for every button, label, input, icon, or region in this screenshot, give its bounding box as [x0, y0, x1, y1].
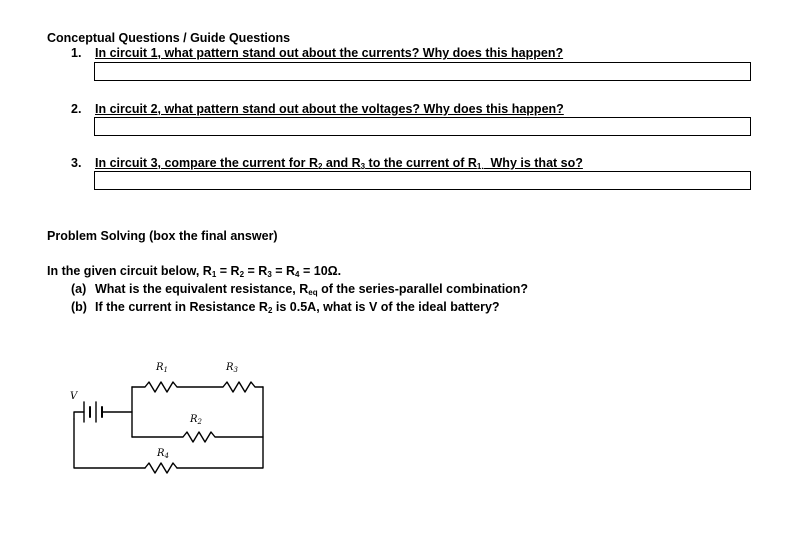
- part-b-sub: 2: [267, 306, 273, 315]
- given-part: = 10Ω.: [299, 264, 342, 278]
- part-b-pre: If the current in Resistance R: [95, 300, 268, 314]
- q3-part: Why is that so?: [483, 156, 583, 170]
- q3-sub: 1.: [476, 162, 484, 171]
- r2-label: [189, 414, 203, 426]
- r1-sub: 1: [163, 366, 168, 374]
- r2-branch: [132, 432, 263, 442]
- r4-label: [156, 448, 169, 460]
- question-3-text: [95, 156, 583, 170]
- part-b-text: [95, 300, 500, 314]
- answer-box-3[interactable]: [94, 171, 751, 190]
- part-a-sub: eq: [308, 288, 318, 297]
- given-sub: 3: [267, 270, 272, 279]
- battery-label: V: [70, 391, 78, 402]
- r4-name: R: [157, 448, 165, 459]
- given-part: In the given circuit below, R: [47, 264, 212, 278]
- r1-name: R: [156, 362, 164, 373]
- problem-heading: Problem Solving (box the final answer): [47, 229, 278, 243]
- circuit-diagram: [60, 352, 280, 482]
- r1-r3-branch: [132, 382, 263, 392]
- answer-box-2[interactable]: [94, 117, 751, 136]
- r4-sub: 4: [164, 452, 169, 460]
- r2-name: R: [190, 414, 198, 425]
- given-sub: 4: [295, 270, 300, 279]
- part-a-label: (a): [71, 282, 87, 296]
- question-2-text: In circuit 2, what pattern stand out about the voltages? Why does this happen?: [95, 102, 564, 116]
- question-number: 3.: [71, 156, 82, 170]
- right-wire: [177, 387, 263, 468]
- given-part: = R: [216, 264, 240, 278]
- q3-part: to the current of R: [365, 156, 477, 170]
- given-part: = R: [244, 264, 268, 278]
- given-sub: 1: [211, 270, 217, 279]
- part-a-pre: What is the equivalent resistance, R: [95, 282, 309, 296]
- r4-resistor: [145, 463, 177, 473]
- battery-lead-left: [74, 412, 84, 419]
- q3-part: In circuit 3, compare the current for R: [95, 156, 318, 170]
- r3-sub: 3: [233, 366, 238, 374]
- r3-label: [225, 362, 239, 374]
- question-number: 1.: [71, 46, 82, 60]
- given-part: = R: [271, 264, 296, 278]
- bottom-left-wire: [74, 419, 145, 468]
- question-1-text: In circuit 1, what pattern stand out about the currents? Why does this happen?: [95, 46, 564, 60]
- given-sub: 2: [239, 270, 245, 279]
- r3-name: R: [226, 362, 234, 373]
- part-b-post: is 0.5A, what is V of the ideal battery?: [272, 300, 500, 314]
- r1-label: [155, 362, 168, 374]
- part-a-post: of the series-parallel combination?: [317, 282, 529, 296]
- answer-box-1[interactable]: [94, 62, 751, 81]
- part-b-label: (b): [71, 300, 87, 314]
- question-number: 2.: [71, 102, 82, 116]
- r2-sub: 2: [197, 418, 202, 426]
- q3-part: and R: [322, 156, 361, 170]
- conceptual-heading: Conceptual Questions / Guide Questions: [47, 31, 291, 45]
- part-a-text: [95, 282, 528, 296]
- q3-sub: 3: [360, 162, 366, 171]
- q3-sub: 2: [317, 162, 323, 171]
- given-statement: [47, 264, 341, 278]
